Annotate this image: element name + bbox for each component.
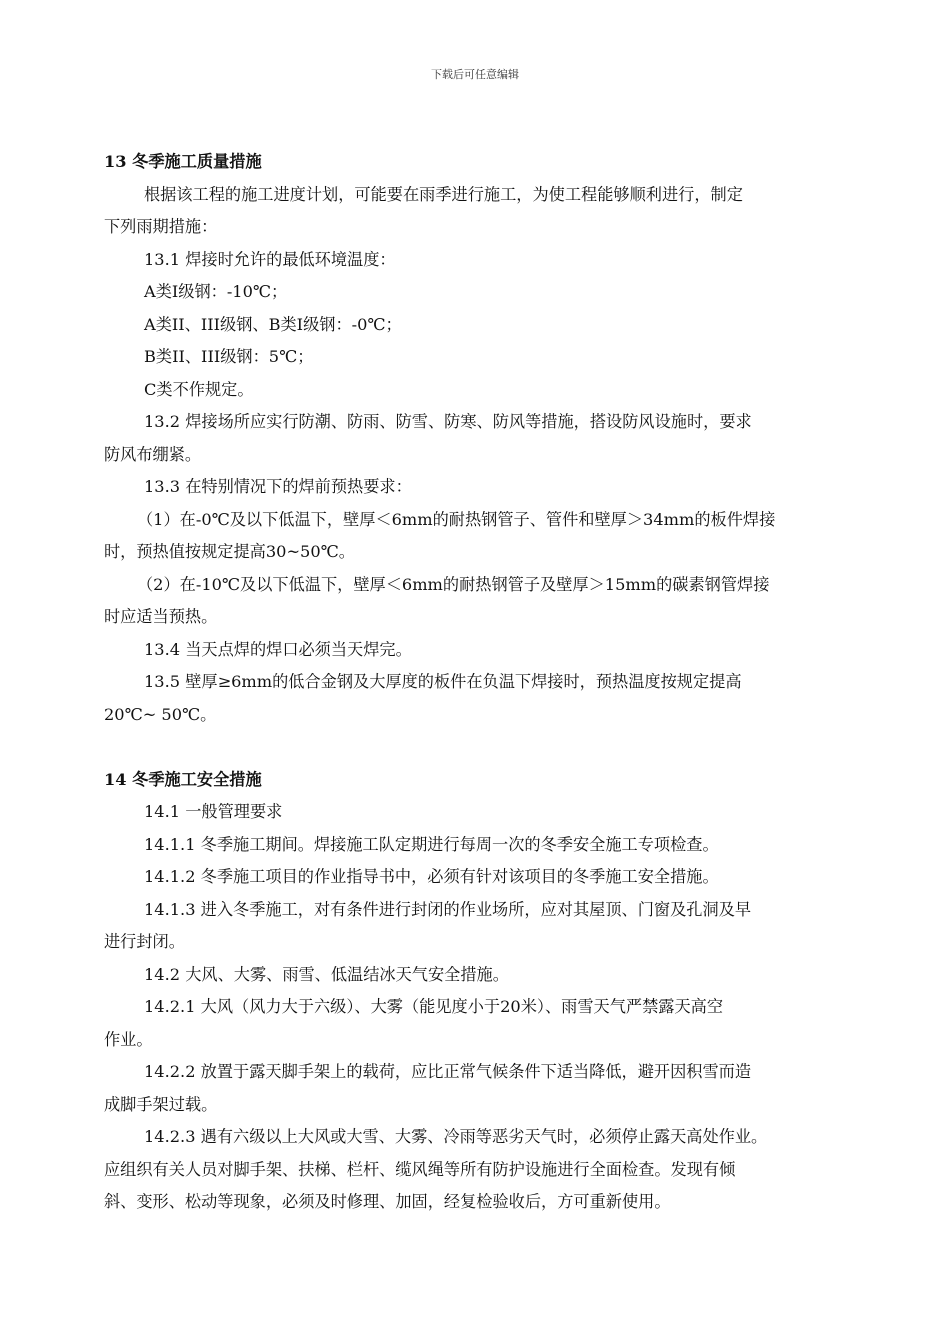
paragraph-line: 时应适当预热。: [104, 607, 218, 626]
paragraph-line: 13.1 焊接时允许的最低环境温度：: [144, 249, 396, 269]
paragraph-line: 14.1.2 冬季施工项目的作业指导书中，必须有针对该项目的冬季施工安全措施。: [144, 867, 719, 886]
paragraph-line: 13.5 壁厚≥6mm的低合金钢及大厚度的板件在负温下焊接时，预热温度按规定提高: [144, 672, 742, 691]
paragraph-line: 作业。: [104, 1029, 153, 1049]
document-body: [104, 146, 864, 1219]
page-header: 下载后可任意编辑: [431, 68, 519, 81]
section-13-heading: 13 冬季施工质量措施: [104, 152, 262, 171]
paragraph-line: 下列雨期措施：: [104, 217, 218, 236]
paragraph-line: 13.2 焊接场所应实行防潮、防雨、防雪、防寒、防风等措施，搭设防风设施时，要求: [144, 412, 752, 431]
paragraph-line: 成脚手架过载。: [104, 1094, 218, 1114]
paragraph-line: 14.1.3 进入冬季施工，对有条件进行封闭的作业场所，应对其屋顶、门窗及孔洞及早: [144, 899, 752, 919]
paragraph-line: 13.3 在特别情况下的焊前预热要求：: [144, 477, 412, 496]
paragraph-line: 14.1 一般管理要求: [144, 802, 283, 821]
paragraph-line: C类不作规定。: [144, 379, 254, 399]
paragraph-line: 斜、变形、松动等现象，必须及时修理、加固，经复检验收后，方可重新使用。: [104, 1192, 671, 1211]
paragraph-line: 时，预热值按规定提高30~50℃。: [104, 542, 355, 561]
paragraph-line: 20℃~ 50℃。: [104, 704, 217, 724]
paragraph-line: （2）在-10℃及以下低温下，壁厚＜6mm的耐热钢管子及壁厚＞15mm的碳素钢管焊接: [137, 574, 770, 594]
paragraph-line: 应组织有关人员对脚手架、扶梯、栏杆、缆风绳等所有防护设施进行全面检查。发现有倾: [104, 1159, 736, 1179]
paragraph-line: 14.2.3 遇有六级以上大风或大雪、大雾、冷雨等恶劣天气时，必须停止露天高处作业。: [144, 1127, 768, 1146]
paragraph-line: A类Ⅰ级钢：-10℃；: [144, 282, 288, 301]
paragraph-line: （1）在-0℃及以下低温下，壁厚＜6mm的耐热钢管子、管件和壁厚＞34mm的板件焊接: [137, 509, 776, 529]
paragraph-line: 根据该工程的施工进度计划，可能要在雨季进行施工，为使工程能够顺利进行，制定: [144, 184, 743, 204]
section-spacer: [104, 731, 864, 764]
paragraph-line: 进行封闭。: [104, 932, 185, 951]
paragraph-line: 14.2.2 放置于露天脚手架上的载荷，应比正常气候条件下适当降低，避开因积雪而造: [144, 1062, 752, 1081]
paragraph-line: 13.4 当天点焊的焊口必须当天焊完。: [144, 639, 412, 659]
paragraph-line: 防风布绷紧。: [104, 444, 202, 464]
paragraph-line: 14.2.1 大风（风力大于六级）、大雾（能见度小于20米）、雨雪天气严禁露天高空: [144, 997, 724, 1016]
paragraph-line: 14.2 大风、大雾、雨雪、低温结冰天气安全措施。: [144, 964, 509, 984]
paragraph-line: A类II、III级钢、B类Ⅰ级钢：-0℃；: [144, 314, 402, 334]
section-14-heading: 14 冬季施工安全措施: [104, 769, 262, 789]
paragraph-line: 14.1.1 冬季施工期间。焊接施工队定期进行每周一次的冬季安全施工专项检查。: [144, 834, 719, 854]
paragraph-line: B类II、III级钢：5℃；: [144, 347, 314, 366]
